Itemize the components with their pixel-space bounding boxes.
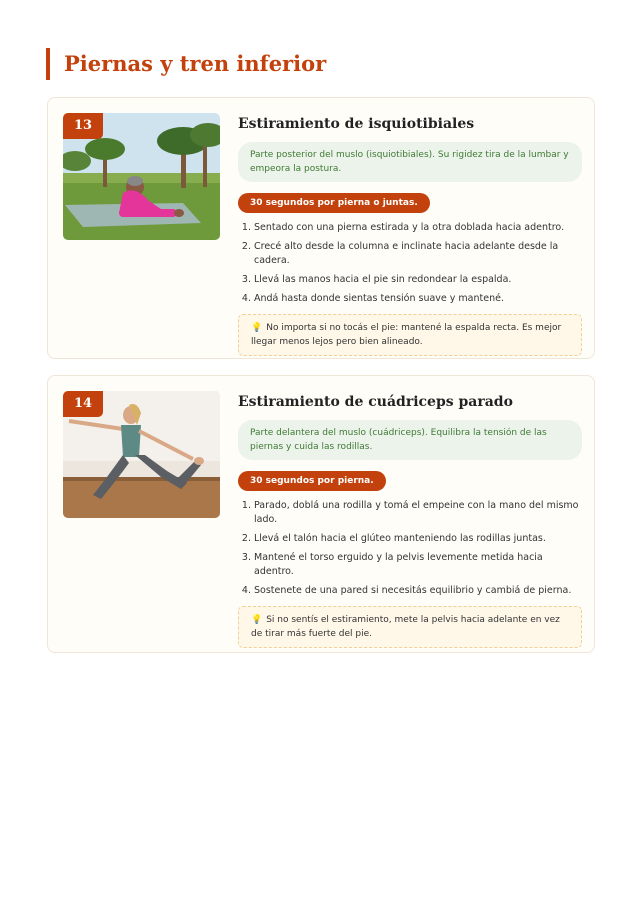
dose-badge: 30 segundos por pierna. (238, 471, 386, 491)
lightbulb-icon: 💡 (251, 615, 263, 625)
tip-text: Si no sentís el estiramiento, mete la pelvis hacia adelante en vez de tirar más fuerte del pie. (251, 615, 560, 639)
tip-text: No importa si no tocás el pie: mantené la espalda recta. Es mejor llegar menos lejos pero bien alineado. (251, 323, 562, 347)
exercise-card (47, 375, 595, 653)
steps-list (238, 499, 582, 598)
tip-box (238, 606, 582, 648)
step-item: 3. Mantené el torso erguido y la pelvis levemente metida hacia adentro. (254, 551, 582, 579)
exercise-card (47, 97, 595, 359)
muscle-description: Parte posterior del muslo (isquiotibiales). Su rigidez tira de la lumbar y empeora la postura. (238, 142, 582, 182)
section-title: Piernas y tren inferior (46, 48, 326, 80)
step-item: 3. Llevá las manos hacia el pie sin redondear la espalda. (254, 273, 582, 287)
steps-list (238, 221, 582, 306)
muscle-description: Parte delantera del muslo (cuádriceps). Equilibra la tensión de las piernas y cuida las rodillas. (238, 420, 582, 460)
step-item: 4. Andá hasta donde sientas tensión suave y mantené. (254, 292, 582, 306)
tip-box (238, 314, 582, 356)
exercise-title: Estiramiento de isquiotibiales (238, 116, 475, 132)
exercise-number: 14 (63, 391, 103, 417)
exercise-number: 13 (63, 113, 103, 139)
step-item: 1. Parado, doblá una rodilla y tomá el empeine con la mano del mismo lado. (254, 499, 582, 527)
step-item: 4. Sostenete de una pared si necesitás equilibrio y cambiá de pierna. (254, 584, 582, 598)
dose-badge: 30 segundos por pierna o juntas. (238, 193, 430, 213)
step-item: 2. Llevá el talón hacia el glúteo manteniendo las rodillas juntas. (254, 532, 582, 546)
lightbulb-icon: 💡 (251, 323, 263, 333)
step-item: 2. Crecé alto desde la columna e inclinate hacia adelante desde la cadera. (254, 240, 582, 268)
step-item: 1. Sentado con una pierna estirada y la otra doblada hacia adentro. (254, 221, 582, 235)
exercise-title: Estiramiento de cuádriceps parado (238, 394, 513, 410)
